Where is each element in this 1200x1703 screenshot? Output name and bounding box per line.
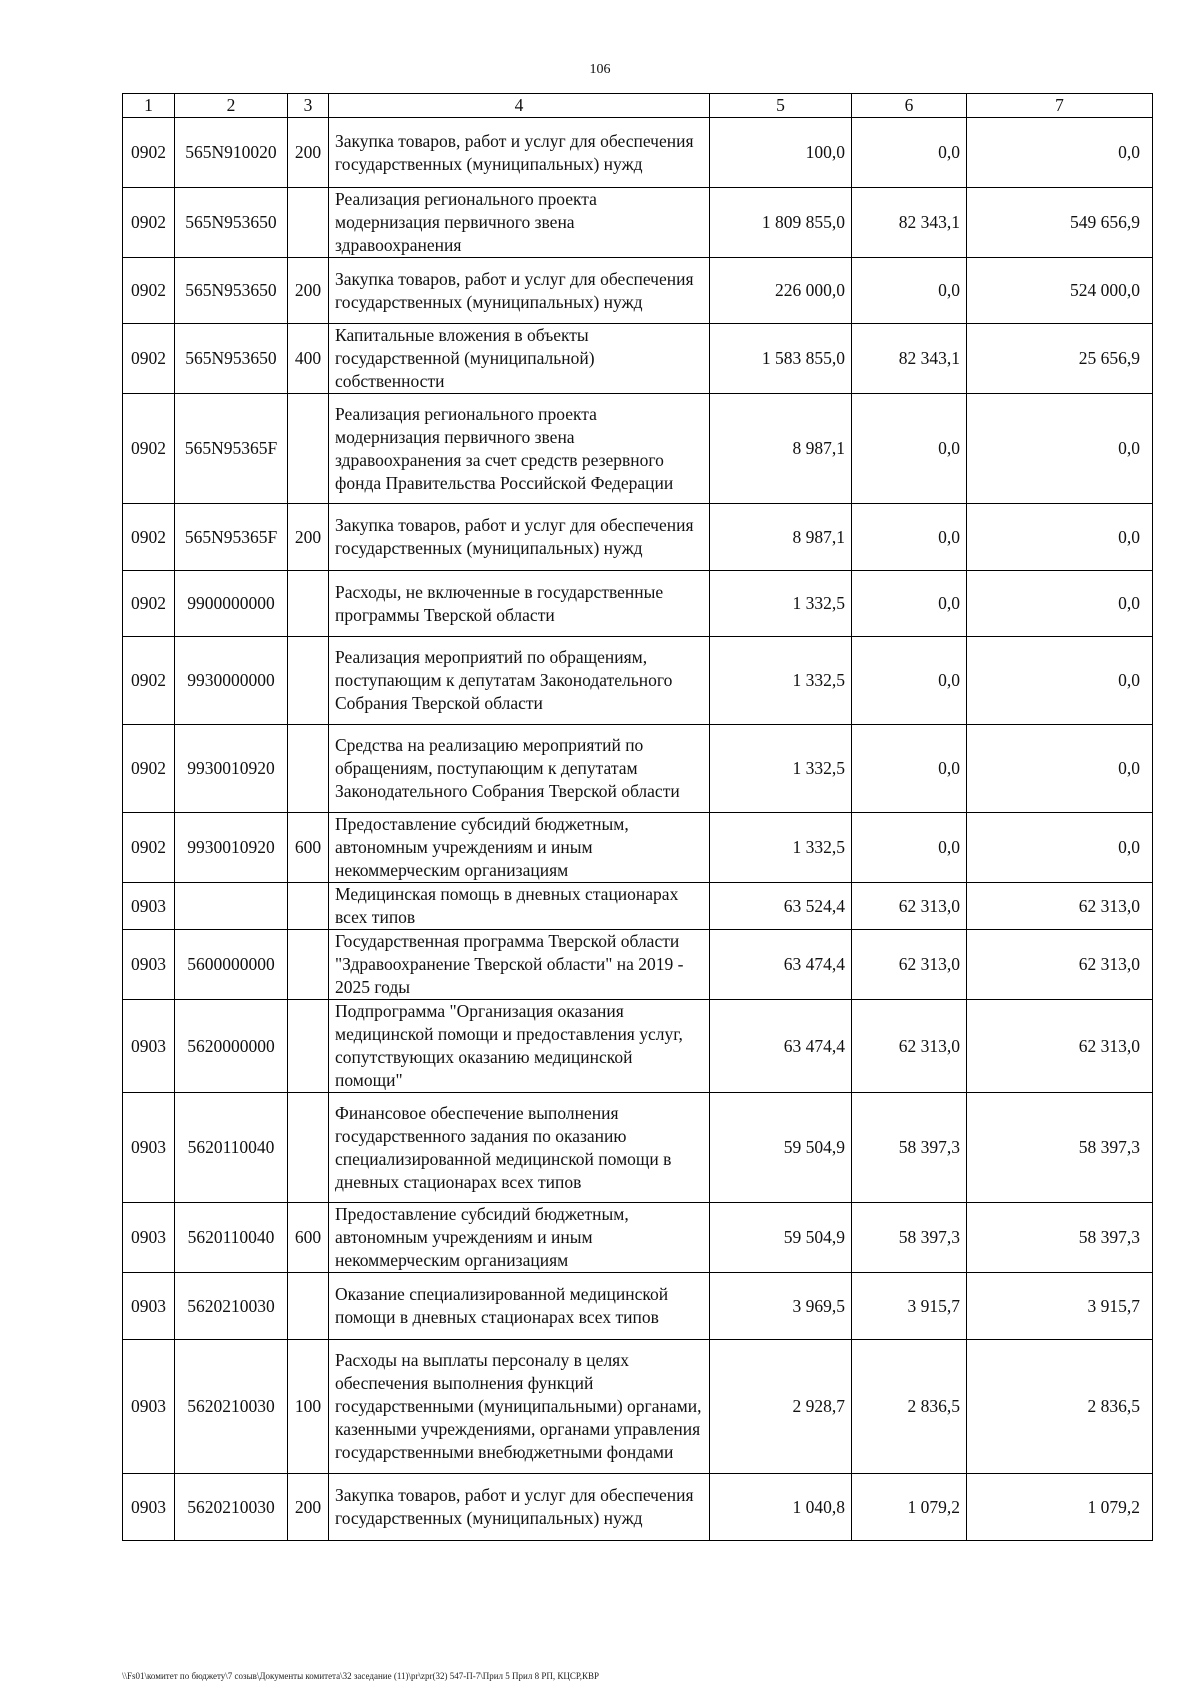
expense-type-cell <box>288 1093 329 1203</box>
section-code-cell: 0902 <box>123 188 175 258</box>
section-code-cell: 0903 <box>123 1340 175 1474</box>
table-body <box>123 118 1153 1541</box>
table-row <box>123 324 1153 394</box>
description-cell: Капитальные вложения в объекты государственной (муниципальной) собственности <box>329 324 710 394</box>
table-row <box>123 813 1153 883</box>
header-col-1: 1 <box>123 94 175 118</box>
target-article-cell: 5620110040 <box>175 1203 288 1273</box>
target-article-cell: 565N910020 <box>175 118 288 188</box>
expense-type-cell: 100 <box>288 1340 329 1474</box>
amount-col5-cell: 1 809 855,0 <box>710 188 852 258</box>
description-cell: Медицинская помощь в дневных стационарах всех типов <box>329 883 710 930</box>
expense-type-cell <box>288 725 329 813</box>
expense-type-cell <box>288 930 329 1000</box>
amount-col7-cell: 0,0 <box>967 504 1153 571</box>
amount-col6-cell: 0,0 <box>852 725 967 813</box>
table-row <box>123 394 1153 504</box>
amount-col6-cell: 58 397,3 <box>852 1093 967 1203</box>
amount-col5-cell: 8 987,1 <box>710 394 852 504</box>
table-row <box>123 504 1153 571</box>
amount-col6-cell: 0,0 <box>852 258 967 324</box>
amount-col7-cell: 62 313,0 <box>967 930 1153 1000</box>
table-row <box>123 188 1153 258</box>
section-code-cell: 0902 <box>123 571 175 637</box>
section-code-cell: 0903 <box>123 1093 175 1203</box>
amount-col5-cell: 100,0 <box>710 118 852 188</box>
section-code-cell: 0903 <box>123 1203 175 1273</box>
target-article-cell: 5620210030 <box>175 1474 288 1541</box>
header-col-3: 3 <box>288 94 329 118</box>
amount-col7-cell: 0,0 <box>967 725 1153 813</box>
table-row <box>123 883 1153 930</box>
description-cell: Предоставление субсидий бюджетным, автономным учреждениям и иным некоммерческим организациям <box>329 1203 710 1273</box>
amount-col7-cell: 0,0 <box>967 637 1153 725</box>
section-code-cell: 0903 <box>123 930 175 1000</box>
amount-col6-cell: 62 313,0 <box>852 883 967 930</box>
amount-col5-cell: 1 040,8 <box>710 1474 852 1541</box>
table-row <box>123 258 1153 324</box>
section-code-cell: 0903 <box>123 883 175 930</box>
amount-col7-cell: 1 079,2 <box>967 1474 1153 1541</box>
section-code-cell: 0903 <box>123 1273 175 1340</box>
expense-type-cell <box>288 571 329 637</box>
description-cell: Расходы, не включенные в государственные программы Тверской области <box>329 571 710 637</box>
amount-col7-cell: 58 397,3 <box>967 1203 1153 1273</box>
description-cell: Расходы на выплаты персоналу в целях обеспечения выполнения функций государственными (муниципальными) органами, казенными учреждениями, органами управления государственными внебюджетными фондами <box>329 1340 710 1474</box>
expense-type-cell <box>288 188 329 258</box>
amount-col6-cell: 0,0 <box>852 813 967 883</box>
section-code-cell: 0902 <box>123 258 175 324</box>
amount-col5-cell: 3 969,5 <box>710 1273 852 1340</box>
amount-col5-cell: 59 504,9 <box>710 1203 852 1273</box>
table-row <box>123 1273 1153 1340</box>
description-cell: Реализация мероприятий по обращениям, поступающим к депутатам Законодательного Собрания Тверской области <box>329 637 710 725</box>
target-article-cell: 5620210030 <box>175 1340 288 1474</box>
amount-col6-cell: 82 343,1 <box>852 324 967 394</box>
description-cell: Предоставление субсидий бюджетным, автономным учреждениям и иным некоммерческим организациям <box>329 813 710 883</box>
expense-type-cell <box>288 1000 329 1093</box>
target-article-cell: 565N95365F <box>175 394 288 504</box>
table-row <box>123 118 1153 188</box>
footer-file-path: \\Fs01\комитет по бюджету\7 созыв\Документы комитета\32 заседание (11)\pr\zpr(32) 547-П-7\Прил 5 Прил 8 РП, КЦСР,КВР <box>122 1671 599 1681</box>
amount-col5-cell: 1 332,5 <box>710 637 852 725</box>
table-row <box>123 725 1153 813</box>
amount-col6-cell: 58 397,3 <box>852 1203 967 1273</box>
amount-col7-cell: 3 915,7 <box>967 1273 1153 1340</box>
amount-col5-cell: 8 987,1 <box>710 504 852 571</box>
amount-col6-cell: 0,0 <box>852 394 967 504</box>
amount-col7-cell: 0,0 <box>967 118 1153 188</box>
target-article-cell: 9900000000 <box>175 571 288 637</box>
expense-type-cell: 200 <box>288 258 329 324</box>
header-col-7: 7 <box>967 94 1153 118</box>
description-cell: Государственная программа Тверской области "Здравоохранение Тверской области" на 2019 - 2025 годы <box>329 930 710 1000</box>
description-cell: Закупка товаров, работ и услуг для обеспечения государственных (муниципальных) нужд <box>329 1474 710 1541</box>
description-cell: Реализация регионального проекта модернизация первичного звена здравоохранения <box>329 188 710 258</box>
description-cell: Реализация регионального проекта модернизация первичного звена здравоохранения за счет средств резервного фонда Правительства Российской Федерации <box>329 394 710 504</box>
expense-type-cell <box>288 394 329 504</box>
amount-col7-cell: 62 313,0 <box>967 1000 1153 1093</box>
amount-col7-cell: 0,0 <box>967 813 1153 883</box>
header-col-2: 2 <box>175 94 288 118</box>
target-article-cell: 9930000000 <box>175 637 288 725</box>
description-cell: Средства на реализацию мероприятий по обращениям, поступающим к депутатам Законодательного Собрания Тверской области <box>329 725 710 813</box>
target-article-cell: 9930010920 <box>175 813 288 883</box>
amount-col7-cell: 2 836,5 <box>967 1340 1153 1474</box>
table-row <box>123 571 1153 637</box>
amount-col7-cell: 0,0 <box>967 394 1153 504</box>
expense-type-cell: 400 <box>288 324 329 394</box>
header-col-6: 6 <box>852 94 967 118</box>
amount-col6-cell: 1 079,2 <box>852 1474 967 1541</box>
description-cell: Закупка товаров, работ и услуг для обеспечения государственных (муниципальных) нужд <box>329 258 710 324</box>
description-cell: Подпрограмма "Организация оказания медицинской помощи и предоставления услуг, сопутствующих оказанию медицинской помощи" <box>329 1000 710 1093</box>
table-row <box>123 1203 1153 1273</box>
budget-table <box>122 93 1153 1541</box>
amount-col7-cell: 25 656,9 <box>967 324 1153 394</box>
target-article-cell: 565N95365F <box>175 504 288 571</box>
amount-col6-cell: 3 915,7 <box>852 1273 967 1340</box>
section-code-cell: 0903 <box>123 1474 175 1541</box>
target-article-cell: 565N953650 <box>175 258 288 324</box>
header-col-5: 5 <box>710 94 852 118</box>
expense-type-cell: 600 <box>288 1203 329 1273</box>
amount-col6-cell: 62 313,0 <box>852 1000 967 1093</box>
table-row <box>123 1340 1153 1474</box>
amount-col7-cell: 549 656,9 <box>967 188 1153 258</box>
amount-col6-cell: 82 343,1 <box>852 188 967 258</box>
expense-type-cell <box>288 637 329 725</box>
amount-col5-cell: 59 504,9 <box>710 1093 852 1203</box>
description-cell: Финансовое обеспечение выполнения государственного задания по оказанию специализированной медицинской помощи в дневных стационарах всех типов <box>329 1093 710 1203</box>
target-article-cell <box>175 883 288 930</box>
amount-col5-cell: 1 332,5 <box>710 725 852 813</box>
section-code-cell: 0902 <box>123 813 175 883</box>
section-code-cell: 0902 <box>123 324 175 394</box>
section-code-cell: 0902 <box>123 394 175 504</box>
expense-type-cell: 200 <box>288 504 329 571</box>
section-code-cell: 0902 <box>123 637 175 725</box>
target-article-cell: 9930010920 <box>175 725 288 813</box>
section-code-cell: 0902 <box>123 118 175 188</box>
amount-col7-cell: 524 000,0 <box>967 258 1153 324</box>
amount-col6-cell: 0,0 <box>852 118 967 188</box>
amount-col7-cell: 62 313,0 <box>967 883 1153 930</box>
amount-col7-cell: 0,0 <box>967 571 1153 637</box>
table-row <box>123 1000 1153 1093</box>
amount-col7-cell: 58 397,3 <box>967 1093 1153 1203</box>
amount-col5-cell: 1 332,5 <box>710 813 852 883</box>
description-cell: Закупка товаров, работ и услуг для обеспечения государственных (муниципальных) нужд <box>329 118 710 188</box>
section-code-cell: 0902 <box>123 504 175 571</box>
table-row <box>123 637 1153 725</box>
description-cell: Оказание специализированной медицинской помощи в дневных стационарах всех типов <box>329 1273 710 1340</box>
target-article-cell: 5620000000 <box>175 1000 288 1093</box>
expense-type-cell <box>288 883 329 930</box>
table-row <box>123 1093 1153 1203</box>
expense-type-cell: 200 <box>288 118 329 188</box>
amount-col5-cell: 1 332,5 <box>710 571 852 637</box>
table-row <box>123 1474 1153 1541</box>
table-row <box>123 930 1153 1000</box>
amount-col5-cell: 63 474,4 <box>710 1000 852 1093</box>
expense-type-cell <box>288 1273 329 1340</box>
amount-col5-cell: 1 583 855,0 <box>710 324 852 394</box>
amount-col6-cell: 2 836,5 <box>852 1340 967 1474</box>
header-row <box>123 94 1153 118</box>
expense-type-cell: 600 <box>288 813 329 883</box>
amount-col5-cell: 226 000,0 <box>710 258 852 324</box>
expense-type-cell: 200 <box>288 1474 329 1541</box>
target-article-cell: 5620110040 <box>175 1093 288 1203</box>
page-number: 106 <box>589 62 611 77</box>
amount-col5-cell: 2 928,7 <box>710 1340 852 1474</box>
description-cell: Закупка товаров, работ и услуг для обеспечения государственных (муниципальных) нужд <box>329 504 710 571</box>
amount-col6-cell: 0,0 <box>852 504 967 571</box>
amount-col6-cell: 0,0 <box>852 571 967 637</box>
amount-col6-cell: 62 313,0 <box>852 930 967 1000</box>
amount-col5-cell: 63 474,4 <box>710 930 852 1000</box>
target-article-cell: 5620210030 <box>175 1273 288 1340</box>
target-article-cell: 5600000000 <box>175 930 288 1000</box>
header-col-4: 4 <box>329 94 710 118</box>
amount-col6-cell: 0,0 <box>852 637 967 725</box>
target-article-cell: 565N953650 <box>175 324 288 394</box>
target-article-cell: 565N953650 <box>175 188 288 258</box>
section-code-cell: 0903 <box>123 1000 175 1093</box>
section-code-cell: 0902 <box>123 725 175 813</box>
amount-col5-cell: 63 524,4 <box>710 883 852 930</box>
